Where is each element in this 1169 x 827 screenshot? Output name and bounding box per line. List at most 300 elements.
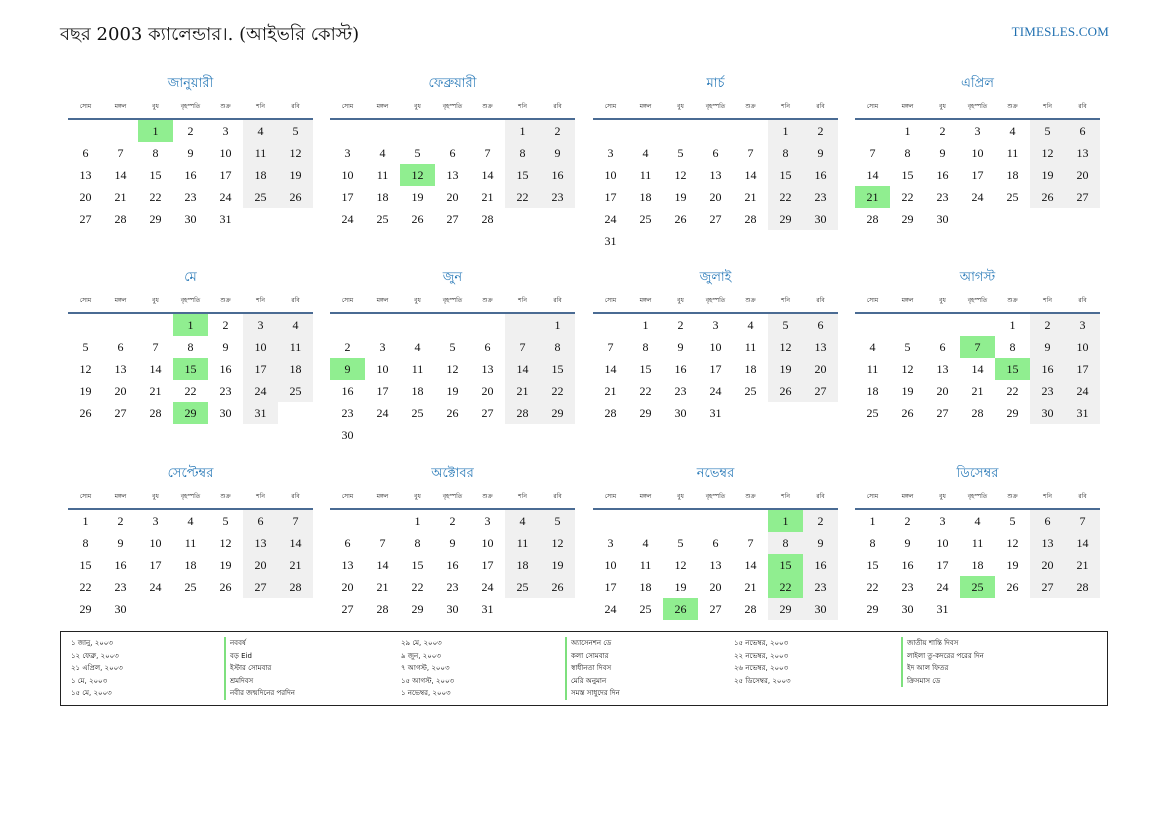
- day-cell[interactable]: 5: [449, 340, 456, 354]
- day-cell[interactable]: 26: [540, 576, 575, 598]
- day-cell[interactable]: 11: [639, 168, 652, 182]
- day-cell[interactable]: 12: [1006, 536, 1019, 550]
- day-cell[interactable]: 30: [446, 602, 459, 616]
- day-cell[interactable]: 7: [484, 146, 491, 160]
- day-cell[interactable]: 23: [803, 576, 838, 598]
- day-cell[interactable]: 4: [869, 340, 876, 354]
- day-cell[interactable]: 11: [411, 362, 424, 376]
- day-cell[interactable]: 5: [904, 340, 911, 354]
- day-cell[interactable]: 26: [1006, 580, 1019, 594]
- day-cell[interactable]: 2: [187, 124, 194, 138]
- day-cell[interactable]: 4: [187, 514, 194, 528]
- day-cell[interactable]: 12: [674, 168, 687, 182]
- day-cell[interactable]: 29: [768, 598, 803, 620]
- day-cell[interactable]: 18: [505, 554, 540, 576]
- day-cell[interactable]: 25: [411, 406, 424, 420]
- day-cell[interactable]: 3: [152, 514, 159, 528]
- day-cell[interactable]: 3: [379, 340, 386, 354]
- day-cell[interactable]: 23: [803, 186, 838, 208]
- day-cell[interactable]: 21: [744, 580, 757, 594]
- day-cell[interactable]: 6: [712, 536, 719, 550]
- day-cell[interactable]: 20: [481, 384, 494, 398]
- day-cell[interactable]: 21: [604, 384, 617, 398]
- day-cell[interactable]: 25: [1006, 190, 1019, 204]
- day-cell[interactable]: 17: [149, 558, 162, 572]
- day-cell[interactable]: 8: [768, 142, 803, 164]
- day-cell[interactable]: 8: [904, 146, 911, 160]
- day-cell[interactable]: 10: [149, 536, 162, 550]
- day-cell[interactable]: 3: [1065, 314, 1100, 336]
- day-cell[interactable]: 3: [344, 146, 351, 160]
- day-cell[interactable]: 2: [677, 318, 684, 332]
- day-cell[interactable]: 6: [243, 510, 278, 532]
- day-cell[interactable]: 27: [446, 212, 459, 226]
- day-cell[interactable]: 22: [1006, 384, 1019, 398]
- holiday-day-cell[interactable]: 1: [173, 314, 208, 336]
- day-cell[interactable]: 30: [341, 428, 354, 442]
- holiday-day-cell[interactable]: 21: [855, 186, 890, 208]
- day-cell[interactable]: 27: [341, 602, 354, 616]
- day-cell[interactable]: 15: [901, 168, 914, 182]
- day-cell[interactable]: 27: [803, 380, 838, 402]
- day-cell[interactable]: 7: [1065, 510, 1100, 532]
- day-cell[interactable]: 18: [376, 190, 389, 204]
- day-cell[interactable]: 4: [1009, 124, 1016, 138]
- day-cell[interactable]: 21: [744, 190, 757, 204]
- day-cell[interactable]: 20: [114, 384, 127, 398]
- day-cell[interactable]: 5: [82, 340, 89, 354]
- day-cell[interactable]: 1: [642, 318, 649, 332]
- day-cell[interactable]: 16: [540, 164, 575, 186]
- day-cell[interactable]: 25: [639, 212, 652, 226]
- day-cell[interactable]: 21: [149, 384, 162, 398]
- holiday-day-cell[interactable]: 29: [173, 402, 208, 424]
- day-cell[interactable]: 24: [149, 580, 162, 594]
- holiday-day-cell[interactable]: 15: [173, 358, 208, 380]
- day-cell[interactable]: 31: [481, 602, 494, 616]
- day-cell[interactable]: 13: [114, 362, 127, 376]
- day-cell[interactable]: 18: [1006, 168, 1019, 182]
- day-cell[interactable]: 30: [901, 602, 914, 616]
- day-cell[interactable]: 20: [79, 190, 92, 204]
- day-cell[interactable]: 14: [114, 168, 127, 182]
- day-cell[interactable]: 22: [184, 384, 197, 398]
- day-cell[interactable]: 6: [1065, 120, 1100, 142]
- day-cell[interactable]: 11: [866, 362, 879, 376]
- day-cell[interactable]: 14: [971, 362, 984, 376]
- day-cell[interactable]: 16: [803, 554, 838, 576]
- day-cell[interactable]: 10: [604, 168, 617, 182]
- day-cell[interactable]: 26: [674, 212, 687, 226]
- day-cell[interactable]: 7: [379, 536, 386, 550]
- day-cell[interactable]: 27: [936, 406, 949, 420]
- day-cell[interactable]: 31: [243, 402, 278, 424]
- day-cell[interactable]: 11: [744, 340, 757, 354]
- day-cell[interactable]: 23: [114, 580, 127, 594]
- day-cell[interactable]: 8: [152, 146, 159, 160]
- day-cell[interactable]: 28: [604, 406, 617, 420]
- holiday-day-cell[interactable]: 1: [768, 510, 803, 532]
- day-cell[interactable]: 18: [639, 580, 652, 594]
- day-cell[interactable]: 2: [344, 340, 351, 354]
- day-cell[interactable]: 11: [971, 536, 984, 550]
- day-cell[interactable]: 27: [243, 576, 278, 598]
- day-cell[interactable]: 10: [481, 536, 494, 550]
- day-cell[interactable]: 7: [747, 146, 754, 160]
- day-cell[interactable]: 2: [904, 514, 911, 528]
- day-cell[interactable]: 19: [674, 580, 687, 594]
- day-cell[interactable]: 10: [936, 536, 949, 550]
- day-cell[interactable]: 31: [709, 406, 722, 420]
- day-cell[interactable]: 4: [505, 510, 540, 532]
- day-cell[interactable]: 14: [744, 558, 757, 572]
- day-cell[interactable]: 31: [604, 234, 617, 248]
- day-cell[interactable]: 15: [505, 164, 540, 186]
- day-cell[interactable]: 22: [639, 384, 652, 398]
- day-cell[interactable]: 24: [604, 602, 617, 616]
- day-cell[interactable]: 29: [540, 402, 575, 424]
- day-cell[interactable]: 7: [607, 340, 614, 354]
- day-cell[interactable]: 11: [505, 532, 540, 554]
- day-cell[interactable]: 11: [376, 168, 389, 182]
- day-cell[interactable]: 9: [449, 536, 456, 550]
- day-cell[interactable]: 9: [222, 340, 229, 354]
- day-cell[interactable]: 9: [1030, 336, 1065, 358]
- day-cell[interactable]: 10: [709, 340, 722, 354]
- day-cell[interactable]: 4: [278, 314, 313, 336]
- day-cell[interactable]: 25: [278, 380, 313, 402]
- day-cell[interactable]: 13: [341, 558, 354, 572]
- day-cell[interactable]: 9: [677, 340, 684, 354]
- day-cell[interactable]: 8: [505, 142, 540, 164]
- day-cell[interactable]: 19: [901, 384, 914, 398]
- day-cell[interactable]: 17: [376, 384, 389, 398]
- day-cell[interactable]: 13: [79, 168, 92, 182]
- day-cell[interactable]: 1: [82, 514, 89, 528]
- day-cell[interactable]: 5: [222, 514, 229, 528]
- day-cell[interactable]: 23: [341, 406, 354, 420]
- day-cell[interactable]: 25: [184, 580, 197, 594]
- day-cell[interactable]: 18: [184, 558, 197, 572]
- day-cell[interactable]: 15: [149, 168, 162, 182]
- day-cell[interactable]: 25: [243, 186, 278, 208]
- day-cell[interactable]: 21: [971, 384, 984, 398]
- day-cell[interactable]: 16: [114, 558, 127, 572]
- day-cell[interactable]: 25: [639, 602, 652, 616]
- holiday-day-cell[interactable]: 15: [768, 554, 803, 576]
- day-cell[interactable]: 15: [79, 558, 92, 572]
- day-cell[interactable]: 27: [481, 406, 494, 420]
- day-cell[interactable]: 12: [540, 532, 575, 554]
- day-cell[interactable]: 24: [971, 190, 984, 204]
- day-cell[interactable]: 1: [768, 120, 803, 142]
- day-cell[interactable]: 1: [904, 124, 911, 138]
- day-cell[interactable]: 1: [1009, 318, 1016, 332]
- day-cell[interactable]: 26: [278, 186, 313, 208]
- day-cell[interactable]: 8: [187, 340, 194, 354]
- day-cell[interactable]: 15: [540, 358, 575, 380]
- day-cell[interactable]: 30: [114, 602, 127, 616]
- day-cell[interactable]: 7: [505, 336, 540, 358]
- site-link[interactable]: TIMESLES.COM: [1011, 24, 1109, 39]
- day-cell[interactable]: 24: [219, 190, 232, 204]
- day-cell[interactable]: 20: [709, 580, 722, 594]
- day-cell[interactable]: 21: [481, 190, 494, 204]
- day-cell[interactable]: 29: [639, 406, 652, 420]
- day-cell[interactable]: 4: [642, 146, 649, 160]
- day-cell[interactable]: 3: [607, 146, 614, 160]
- day-cell[interactable]: 19: [219, 558, 232, 572]
- day-cell[interactable]: 12: [79, 362, 92, 376]
- day-cell[interactable]: 23: [674, 384, 687, 398]
- day-cell[interactable]: 23: [184, 190, 197, 204]
- day-cell[interactable]: 19: [1030, 164, 1065, 186]
- day-cell[interactable]: 16: [1030, 358, 1065, 380]
- holiday-day-cell[interactable]: 22: [768, 576, 803, 598]
- day-cell[interactable]: 2: [803, 510, 838, 532]
- day-cell[interactable]: 16: [219, 362, 232, 376]
- day-cell[interactable]: 4: [243, 120, 278, 142]
- day-cell[interactable]: 29: [411, 602, 424, 616]
- day-cell[interactable]: 8: [414, 536, 421, 550]
- day-cell[interactable]: 17: [481, 558, 494, 572]
- day-cell[interactable]: 22: [866, 580, 879, 594]
- day-cell[interactable]: 16: [803, 164, 838, 186]
- day-cell[interactable]: 2: [222, 318, 229, 332]
- day-cell[interactable]: 27: [709, 602, 722, 616]
- day-cell[interactable]: 4: [379, 146, 386, 160]
- day-cell[interactable]: 4: [747, 318, 754, 332]
- day-cell[interactable]: 27: [1030, 576, 1065, 598]
- day-cell[interactable]: 13: [1030, 532, 1065, 554]
- day-cell[interactable]: 29: [149, 212, 162, 226]
- day-cell[interactable]: 1: [414, 514, 421, 528]
- day-cell[interactable]: 26: [1030, 186, 1065, 208]
- day-cell[interactable]: 13: [1065, 142, 1100, 164]
- day-cell[interactable]: 25: [744, 384, 757, 398]
- day-cell[interactable]: 17: [604, 190, 617, 204]
- day-cell[interactable]: 1: [869, 514, 876, 528]
- holiday-day-cell[interactable]: 9: [330, 358, 365, 380]
- day-cell[interactable]: 26: [411, 212, 424, 226]
- day-cell[interactable]: 22: [768, 186, 803, 208]
- day-cell[interactable]: 8: [869, 536, 876, 550]
- day-cell[interactable]: 11: [278, 336, 313, 358]
- day-cell[interactable]: 4: [974, 514, 981, 528]
- day-cell[interactable]: 12: [446, 362, 459, 376]
- day-cell[interactable]: 18: [971, 558, 984, 572]
- day-cell[interactable]: 11: [243, 142, 278, 164]
- day-cell[interactable]: 18: [243, 164, 278, 186]
- day-cell[interactable]: 14: [505, 358, 540, 380]
- day-cell[interactable]: 9: [904, 536, 911, 550]
- day-cell[interactable]: 13: [709, 168, 722, 182]
- day-cell[interactable]: 3: [484, 514, 491, 528]
- day-cell[interactable]: 7: [747, 536, 754, 550]
- day-cell[interactable]: 12: [768, 336, 803, 358]
- day-cell[interactable]: 21: [114, 190, 127, 204]
- day-cell[interactable]: 24: [481, 580, 494, 594]
- day-cell[interactable]: 15: [411, 558, 424, 572]
- day-cell[interactable]: 11: [1006, 146, 1019, 160]
- day-cell[interactable]: 10: [971, 146, 984, 160]
- day-cell[interactable]: 24: [604, 212, 617, 226]
- day-cell[interactable]: 30: [803, 598, 838, 620]
- day-cell[interactable]: 18: [639, 190, 652, 204]
- day-cell[interactable]: 11: [639, 558, 652, 572]
- day-cell[interactable]: 24: [243, 380, 278, 402]
- day-cell[interactable]: 7: [869, 146, 876, 160]
- day-cell[interactable]: 1: [505, 120, 540, 142]
- day-cell[interactable]: 6: [803, 314, 838, 336]
- day-cell[interactable]: 25: [866, 406, 879, 420]
- day-cell[interactable]: 26: [768, 380, 803, 402]
- day-cell[interactable]: 27: [79, 212, 92, 226]
- day-cell[interactable]: 27: [114, 406, 127, 420]
- day-cell[interactable]: 30: [184, 212, 197, 226]
- day-cell[interactable]: 28: [278, 576, 313, 598]
- day-cell[interactable]: 17: [604, 580, 617, 594]
- day-cell[interactable]: 20: [1030, 554, 1065, 576]
- day-cell[interactable]: 22: [505, 186, 540, 208]
- day-cell[interactable]: 12: [278, 142, 313, 164]
- holiday-day-cell[interactable]: 25: [960, 576, 995, 598]
- day-cell[interactable]: 18: [866, 384, 879, 398]
- holiday-day-cell[interactable]: 7: [960, 336, 995, 358]
- day-cell[interactable]: 22: [79, 580, 92, 594]
- day-cell[interactable]: 31: [219, 212, 232, 226]
- day-cell[interactable]: 20: [243, 554, 278, 576]
- day-cell[interactable]: 8: [642, 340, 649, 354]
- day-cell[interactable]: 6: [712, 146, 719, 160]
- day-cell[interactable]: 19: [540, 554, 575, 576]
- day-cell[interactable]: 14: [376, 558, 389, 572]
- day-cell[interactable]: 6: [484, 340, 491, 354]
- day-cell[interactable]: 4: [414, 340, 421, 354]
- day-cell[interactable]: 12: [219, 536, 232, 550]
- day-cell[interactable]: 9: [187, 146, 194, 160]
- day-cell[interactable]: 2: [803, 120, 838, 142]
- day-cell[interactable]: 17: [341, 190, 354, 204]
- day-cell[interactable]: 18: [411, 384, 424, 398]
- day-cell[interactable]: 28: [971, 406, 984, 420]
- day-cell[interactable]: 21: [376, 580, 389, 594]
- day-cell[interactable]: 30: [219, 406, 232, 420]
- day-cell[interactable]: 22: [149, 190, 162, 204]
- day-cell[interactable]: 23: [446, 580, 459, 594]
- day-cell[interactable]: 20: [709, 190, 722, 204]
- day-cell[interactable]: 2: [939, 124, 946, 138]
- day-cell[interactable]: 7: [117, 146, 124, 160]
- day-cell[interactable]: 26: [901, 406, 914, 420]
- day-cell[interactable]: 5: [1030, 120, 1065, 142]
- day-cell[interactable]: 10: [341, 168, 354, 182]
- day-cell[interactable]: 16: [674, 362, 687, 376]
- day-cell[interactable]: 31: [936, 602, 949, 616]
- day-cell[interactable]: 25: [505, 576, 540, 598]
- day-cell[interactable]: 26: [219, 580, 232, 594]
- day-cell[interactable]: 6: [1030, 510, 1065, 532]
- day-cell[interactable]: 5: [414, 146, 421, 160]
- day-cell[interactable]: 16: [901, 558, 914, 572]
- day-cell[interactable]: 28: [505, 402, 540, 424]
- day-cell[interactable]: 30: [803, 208, 838, 230]
- day-cell[interactable]: 24: [341, 212, 354, 226]
- day-cell[interactable]: 9: [117, 536, 124, 550]
- day-cell[interactable]: 17: [219, 168, 232, 182]
- day-cell[interactable]: 6: [449, 146, 456, 160]
- day-cell[interactable]: 2: [540, 120, 575, 142]
- day-cell[interactable]: 11: [184, 536, 197, 550]
- day-cell[interactable]: 9: [540, 142, 575, 164]
- day-cell[interactable]: 18: [744, 362, 757, 376]
- day-cell[interactable]: 9: [803, 532, 838, 554]
- day-cell[interactable]: 23: [540, 186, 575, 208]
- day-cell[interactable]: 21: [278, 554, 313, 576]
- day-cell[interactable]: 28: [114, 212, 127, 226]
- day-cell[interactable]: 3: [607, 536, 614, 550]
- day-cell[interactable]: 20: [803, 358, 838, 380]
- day-cell[interactable]: 17: [709, 362, 722, 376]
- day-cell[interactable]: 15: [639, 362, 652, 376]
- day-cell[interactable]: 23: [936, 190, 949, 204]
- day-cell[interactable]: 14: [481, 168, 494, 182]
- day-cell[interactable]: 15: [866, 558, 879, 572]
- day-cell[interactable]: 10: [1065, 336, 1100, 358]
- day-cell[interactable]: 17: [243, 358, 278, 380]
- day-cell[interactable]: 10: [376, 362, 389, 376]
- day-cell[interactable]: 23: [901, 580, 914, 594]
- day-cell[interactable]: 14: [866, 168, 879, 182]
- day-cell[interactable]: 13: [709, 558, 722, 572]
- day-cell[interactable]: 3: [222, 124, 229, 138]
- day-cell[interactable]: 19: [1006, 558, 1019, 572]
- day-cell[interactable]: 27: [1065, 186, 1100, 208]
- day-cell[interactable]: 2: [449, 514, 456, 528]
- day-cell[interactable]: 26: [446, 406, 459, 420]
- day-cell[interactable]: 3: [974, 124, 981, 138]
- day-cell[interactable]: 24: [1065, 380, 1100, 402]
- day-cell[interactable]: 15: [768, 164, 803, 186]
- day-cell[interactable]: 28: [866, 212, 879, 226]
- day-cell[interactable]: 13: [446, 168, 459, 182]
- day-cell[interactable]: 30: [936, 212, 949, 226]
- day-cell[interactable]: 21: [505, 380, 540, 402]
- day-cell[interactable]: 5: [768, 314, 803, 336]
- day-cell[interactable]: 14: [1065, 532, 1100, 554]
- day-cell[interactable]: 29: [79, 602, 92, 616]
- day-cell[interactable]: 5: [540, 510, 575, 532]
- day-cell[interactable]: 29: [1006, 406, 1019, 420]
- day-cell[interactable]: 29: [768, 208, 803, 230]
- day-cell[interactable]: 30: [674, 406, 687, 420]
- day-cell[interactable]: 1: [540, 314, 575, 336]
- day-cell[interactable]: 30: [1030, 402, 1065, 424]
- day-cell[interactable]: 23: [219, 384, 232, 398]
- day-cell[interactable]: 22: [540, 380, 575, 402]
- day-cell[interactable]: 16: [184, 168, 197, 182]
- day-cell[interactable]: 28: [1065, 576, 1100, 598]
- day-cell[interactable]: 24: [936, 580, 949, 594]
- day-cell[interactable]: 4: [642, 536, 649, 550]
- day-cell[interactable]: 14: [149, 362, 162, 376]
- day-cell[interactable]: 6: [82, 146, 89, 160]
- day-cell[interactable]: 16: [341, 384, 354, 398]
- day-cell[interactable]: 16: [446, 558, 459, 572]
- day-cell[interactable]: 17: [1065, 358, 1100, 380]
- day-cell[interactable]: 3: [712, 318, 719, 332]
- day-cell[interactable]: 5: [677, 146, 684, 160]
